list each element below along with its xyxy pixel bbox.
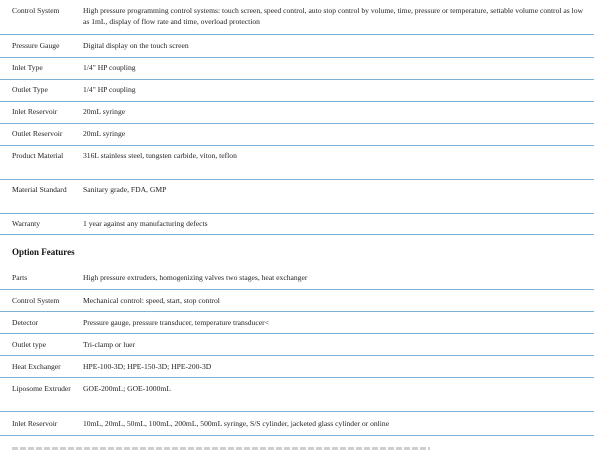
options-table xyxy=(0,267,594,437)
row-value: Pressure gauge, pressure transducer, temperature transducer< xyxy=(83,317,269,327)
row-value: GOE-200mL; GOE-1000mL xyxy=(83,384,171,393)
row-value: 20mL syringe xyxy=(83,107,126,117)
row-value: Mechanical control: speed, start, stop control xyxy=(83,295,220,305)
row-value: Sanitary grade, FDA, GMP xyxy=(83,184,167,194)
row-label: Parts xyxy=(12,272,28,282)
row-label: Outlet type xyxy=(12,339,46,349)
row-value: 316L stainless steel, tungsten carbide, viton, teflon xyxy=(83,150,237,160)
row-label: Inlet Reservoir xyxy=(12,418,58,428)
cropped-next-row xyxy=(0,444,600,450)
row-label: Detector xyxy=(12,317,39,327)
row-value: High pressure programming control systems: touch screen, speed control, auto stop control by volume, time, pressure or temperature, settable volume control as low as 1mL, display of flow rate and time, overload protection xyxy=(83,6,584,27)
row-value: Digital display on the touch screen xyxy=(83,40,189,50)
section-title: Option Features xyxy=(12,246,75,257)
table-row xyxy=(0,312,594,334)
row-label: Inlet Type xyxy=(12,63,43,73)
row-value: HPE-100-3D; HPE-150-3D; HPE-200-3D xyxy=(83,361,212,371)
row-value: 20mL syringe xyxy=(83,129,126,139)
row-value: High pressure extruders, homogenizing valves two stages, heat exchanger xyxy=(83,272,308,282)
row-label: Material Standard xyxy=(12,184,67,194)
table-row xyxy=(0,378,594,412)
table-row xyxy=(0,412,594,436)
row-label: Heat Exchanger xyxy=(12,361,61,371)
table-row xyxy=(0,123,594,145)
row-label: Liposome Extruder xyxy=(12,384,71,393)
row-value: 10mL, 20mL, 50mL, 100mL, 200mL, 500mL syringe, S/S cylinder, jacketed glass cylinder or online xyxy=(83,418,390,428)
row-label: Product Material xyxy=(12,150,64,160)
table-row xyxy=(0,334,594,356)
table-row xyxy=(0,57,594,79)
table-row xyxy=(0,290,594,312)
table-row xyxy=(0,101,594,123)
row-label: Outlet Reservoir xyxy=(12,129,63,139)
table-row xyxy=(0,34,594,57)
row-label: Inlet Reservoir xyxy=(12,107,58,117)
table-row xyxy=(0,213,594,234)
row-label: Outlet Type xyxy=(12,85,48,95)
row-value: 1/4" HP coupling xyxy=(83,85,136,95)
table-row xyxy=(0,145,594,179)
table-row xyxy=(0,79,594,101)
row-label: Control System xyxy=(12,6,60,15)
row-value: Tri-clamp or luer xyxy=(83,339,136,349)
table-row xyxy=(0,0,594,34)
table-row xyxy=(0,356,594,378)
row-label: Warranty xyxy=(12,218,41,228)
table-row xyxy=(0,267,594,290)
table-row xyxy=(0,179,594,213)
row-label: Control System xyxy=(12,295,60,305)
row-label: Pressure Gauge xyxy=(12,40,60,50)
row-value: 1/4" HP coupling xyxy=(83,63,136,73)
row-value: 1 year against any manufacturing defects xyxy=(83,218,208,228)
